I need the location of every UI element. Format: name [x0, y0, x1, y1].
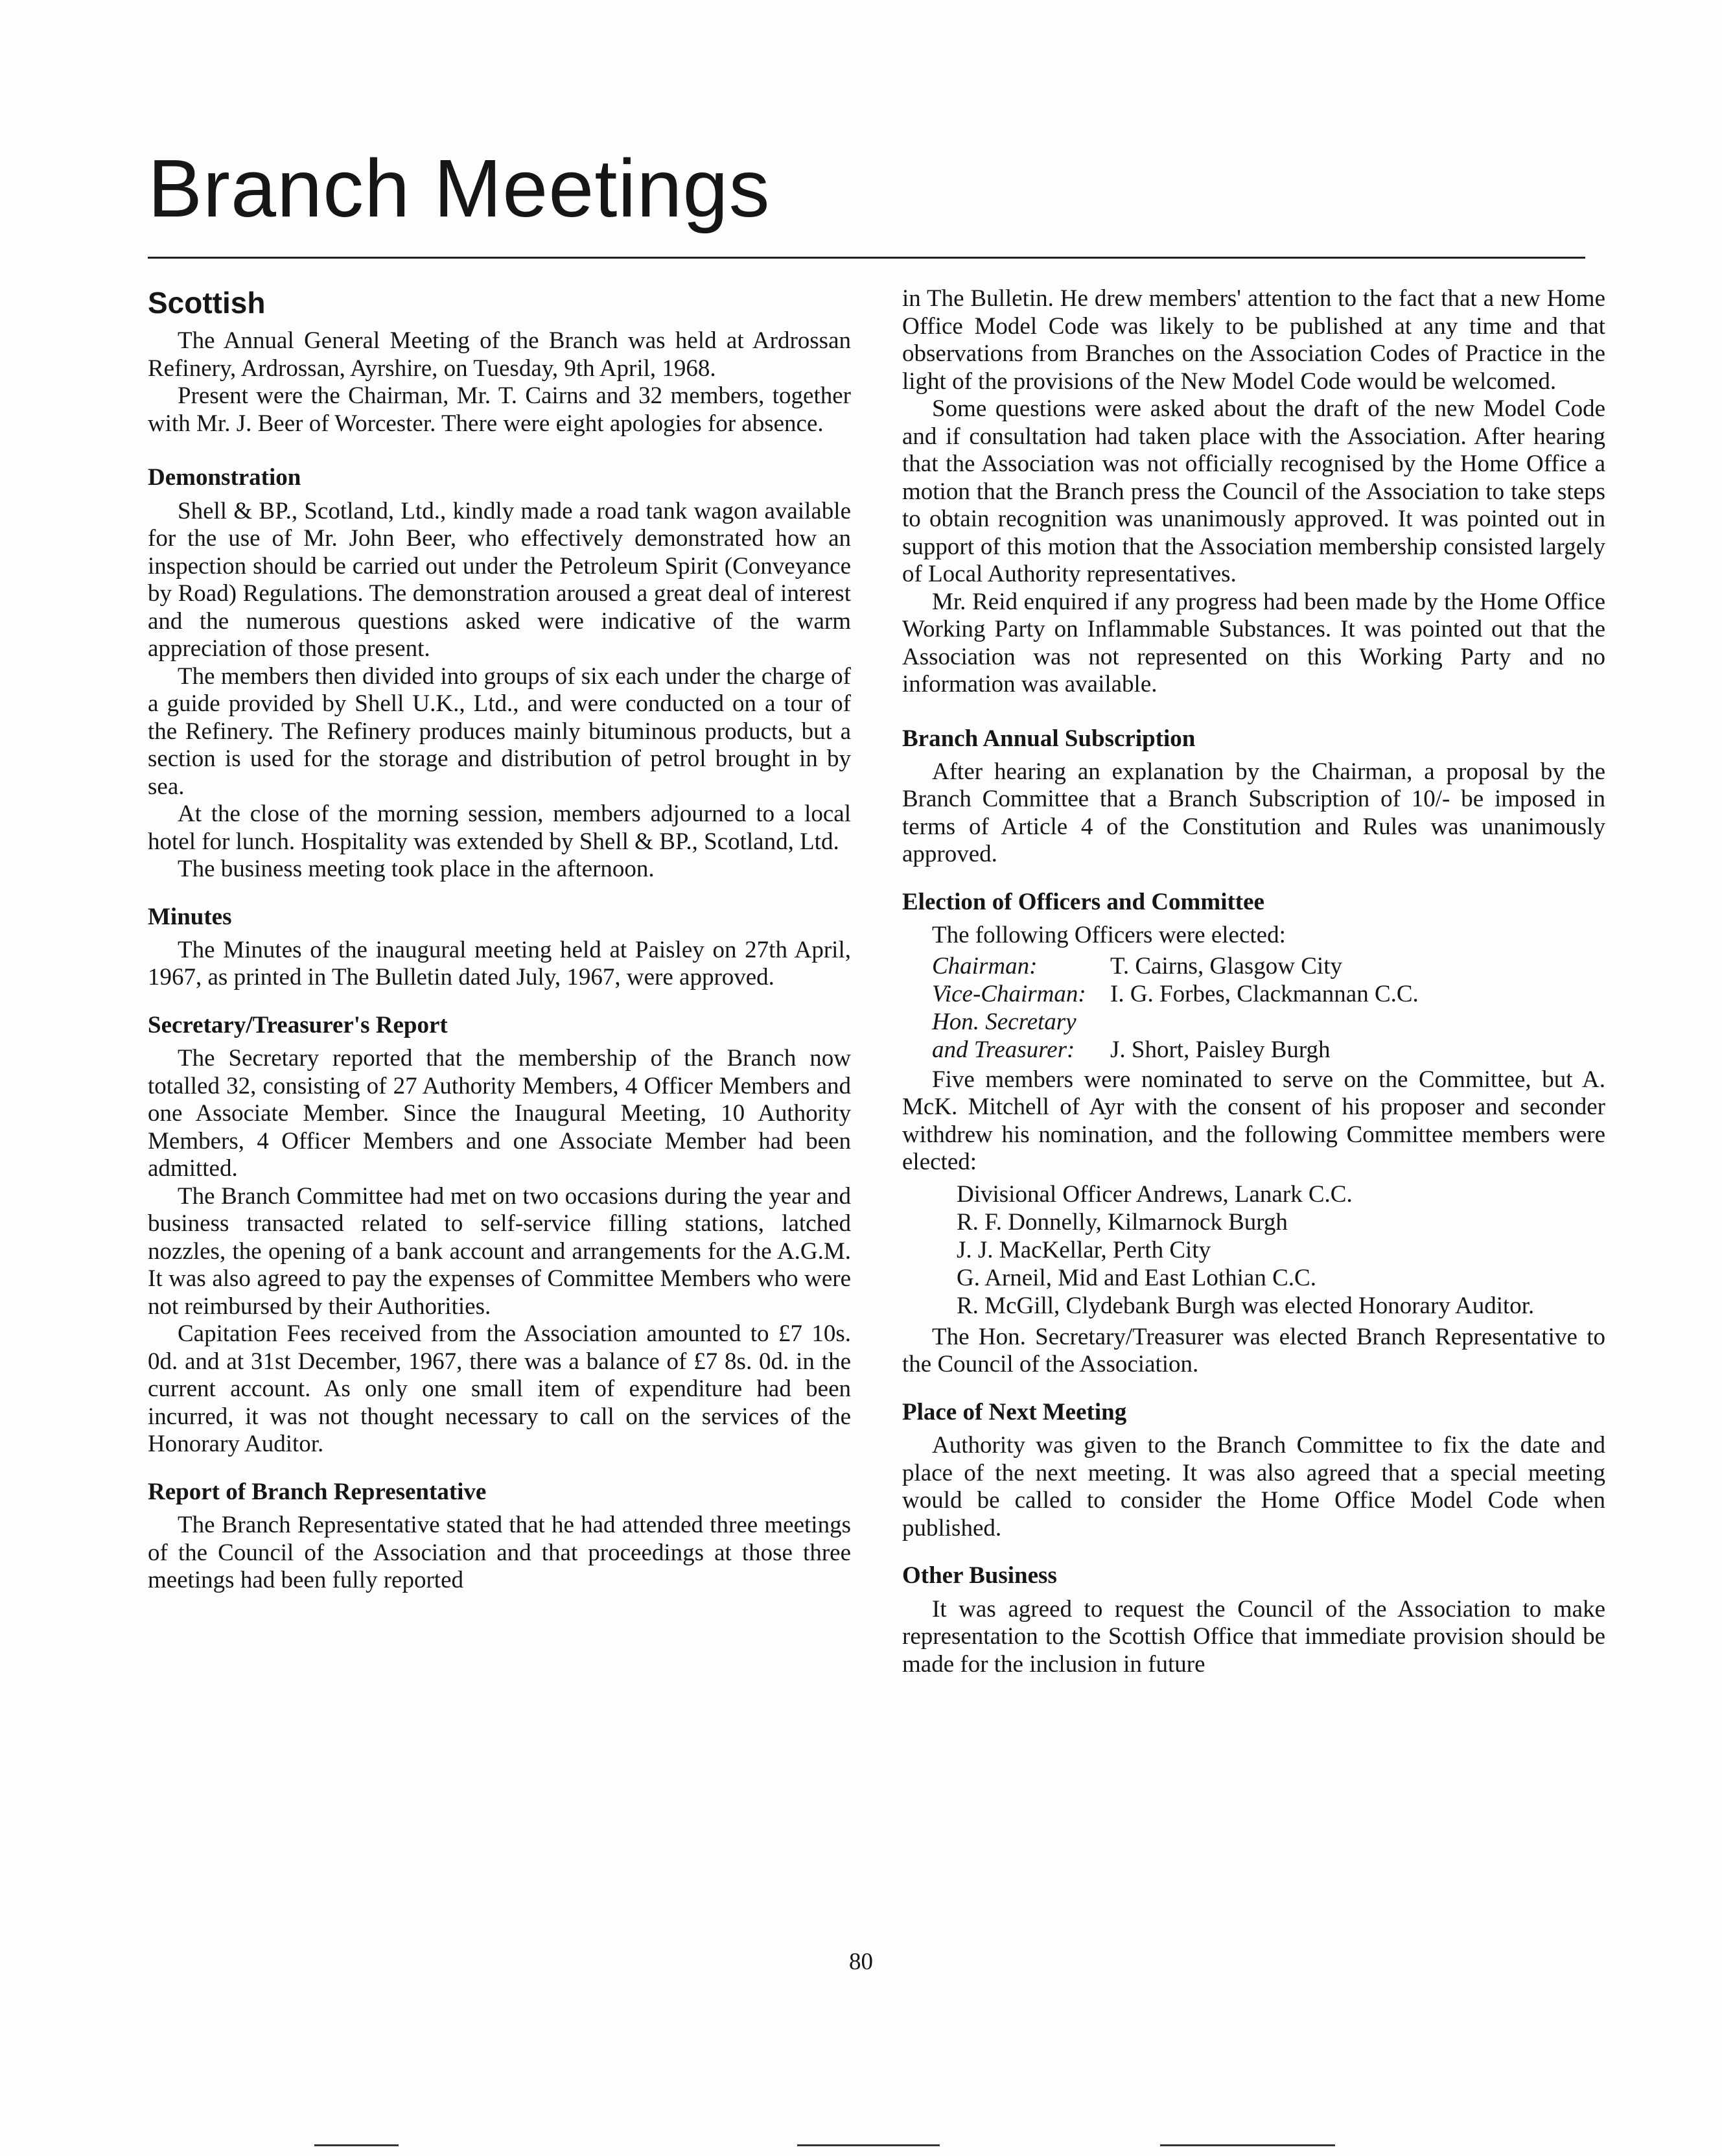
subheading-election-of-officers: Election of Officers and Committee	[902, 888, 1264, 915]
paragraph: The members then divided into groups of six each under the charge of a guide provided by Shell U.K., Ltd., and were conducted on a tour of the Refinery. The Refinery produces mainly bituminous products, but a section is used for the storage and distribution of petrol brought in by sea.	[148, 662, 851, 800]
paragraph: The Branch Committee had met on two occasions during the year and business transacted related to self-service filling stations, latched nozzles, the opening of a bank account and arrangements for the A.G.M. It was also agreed to pay the expenses of Committee Members who were not reimbursed by their Authorities.	[148, 1182, 851, 1320]
paragraph: Shell & BP., Scotland, Ltd., kindly made a road tank wagon available for the use of Mr. John Beer, who effectively demonstrated how an inspection should be carried out under the Petroleum Spirit (Conveyance by Road) Regulations. The demonstration aroused a great deal of interest and the numerous questions asked were indicative of the warm appreciation of those present.	[148, 497, 851, 662]
subheading-minutes: Minutes	[148, 903, 232, 930]
subheading-demonstration: Demonstration	[148, 464, 301, 491]
committee-list	[957, 1180, 1605, 1320]
paragraph: The business meeting took place in the afternoon.	[178, 856, 655, 883]
paragraph: Present were the Chairman, Mr. T. Cairns and 32 members, together with Mr. J. Beer of Worcester. There were eight apologies for absence.	[148, 382, 851, 437]
paragraph: Five members were nominated to serve on the Committee, but A. McK. Mitchell of Ayr with the consent of his proposer and seconder withdrew his nomination, and the following Committee members were elected:	[902, 1066, 1605, 1176]
scan-edge-mark	[314, 2144, 399, 2146]
paragraph: The Branch Representative stated that he had attended three meetings of the Council of the Association and that proceedings at those three meetings had been fully reported	[148, 1512, 851, 1594]
subheading-branch-representative: Report of Branch Representative	[148, 1478, 487, 1505]
paragraph: The Hon. Secretary/Treasurer was elected Branch Representative to the Council of the Association.	[902, 1323, 1605, 1378]
officer-role: Vice-Chairman:	[932, 980, 1086, 1007]
subheading-other-business: Other Business	[902, 1562, 1057, 1589]
page-title: Branch Meetings	[148, 143, 771, 234]
scan-edge-mark	[797, 2144, 940, 2146]
paragraph: Some questions were asked about the draft of the new Model Code and if consultation had taken place with the Association. After hearing that the Association was not officially recognised by the Home Office a motion that the Branch press the Council of the Association to take steps to obtain recognition was unanimously approved. It was pointed out in support of this motion that the Association membership consisted largely of Local Authority representatives.	[902, 395, 1605, 587]
committee-member: R. F. Donnelly, Kilmarnock Burgh	[957, 1208, 1288, 1236]
committee-member: R. McGill, Clydebank Burgh was elected Honorary Auditor.	[957, 1292, 1535, 1319]
officers-list	[932, 952, 1605, 1064]
paragraph: The following Officers were elected:	[932, 922, 1286, 949]
officer-role: Chairman:	[932, 952, 1038, 979]
paragraph: Capitation Fees received from the Association amounted to £7 10s. 0d. and at 31st December, 1967, there was a balance of £7 8s. 0d. in the current account. As only one small item of expenditure had been incurred, it was not thought necessary to call on the services of the Honorary Auditor.	[148, 1320, 851, 1458]
paragraph: Mr. Reid enquired if any progress had been made by the Home Office Working Party on Inflammable Substances. It was pointed out that the Association was not represented on this Working Party and no information was available.	[902, 588, 1605, 697]
officer-row	[932, 952, 1605, 980]
officer-name: I. G. Forbes, Clackmannan C.C.	[1110, 980, 1419, 1007]
paragraph: The Secretary reported that the membership of the Branch now totalled 32, consisting of 27 Authority Members, 4 Officer Members and one Associate Member. Since the Inaugural Meeting, 10 Authority Members, 4 Officer Members and one Associate Member had been admitted.	[148, 1045, 851, 1182]
committee-member: J. J. MacKellar, Perth City	[957, 1236, 1211, 1263]
paragraph: The Minutes of the inaugural meeting held at Paisley on 27th April, 1967, as printed in The Bulletin dated July, 1967, were approved.	[148, 936, 851, 991]
subheading-branch-annual-subscription: Branch Annual Subscription	[902, 725, 1196, 752]
officer-role: Hon. Secretary	[932, 1008, 1076, 1035]
right-column	[902, 285, 1605, 1678]
officer-row	[932, 980, 1605, 1008]
committee-member: G. Arneil, Mid and East Lothian C.C.	[957, 1264, 1316, 1291]
officer-row	[932, 1036, 1605, 1064]
left-column	[148, 285, 851, 1595]
paragraph: It was agreed to request the Council of the Association to make representation to the Scottish Office that immediate provision should be made for the inclusion in future	[902, 1595, 1605, 1678]
paragraph: After hearing an explanation by the Chairman, a proposal by the Branch Committee that a Branch Subscription of 10/- be imposed in terms of Article 4 of the Constitution and Rules was unanimously approved.	[902, 758, 1605, 868]
paragraph: in The Bulletin. He drew members' attention to the fact that a new Home Office Model Code was likely to be published at any time and that observations from Branches on the Association Codes of Practice in the light of the provisions of the New Model Code would be welcomed.	[902, 285, 1605, 395]
paragraph: At the close of the morning session, members adjourned to a local hotel for lunch. Hospitality was extended by Shell & BP., Scotland, Ltd.	[148, 801, 851, 855]
scan-edge-mark	[1160, 2144, 1335, 2146]
officer-role: and Treasurer:	[932, 1036, 1075, 1063]
page-number: 80	[849, 1949, 873, 1975]
committee-member: Divisional Officer Andrews, Lanark C.C.	[957, 1180, 1353, 1208]
officer-name: T. Cairns, Glasgow City	[1110, 952, 1342, 979]
title-divider	[148, 257, 1585, 259]
paragraph: The Annual General Meeting of the Branch was held at Ardrossan Refinery, Ardrossan, Ayrshire, on Tuesday, 9th April, 1968.	[148, 327, 851, 382]
paragraph: Authority was given to the Branch Committee to fix the date and place of the next meeting. It was also agreed that a special meeting would be called to consider the Home Office Model Code when published.	[902, 1432, 1605, 1541]
subheading-secretary-treasurer-report: Secretary/Treasurer's Report	[148, 1011, 448, 1038]
officer-row	[932, 1008, 1605, 1036]
subheading-place-of-next-meeting: Place of Next Meeting	[902, 1398, 1127, 1425]
officer-name: J. Short, Paisley Burgh	[1110, 1036, 1331, 1063]
section-heading-scottish: Scottish	[148, 286, 266, 320]
